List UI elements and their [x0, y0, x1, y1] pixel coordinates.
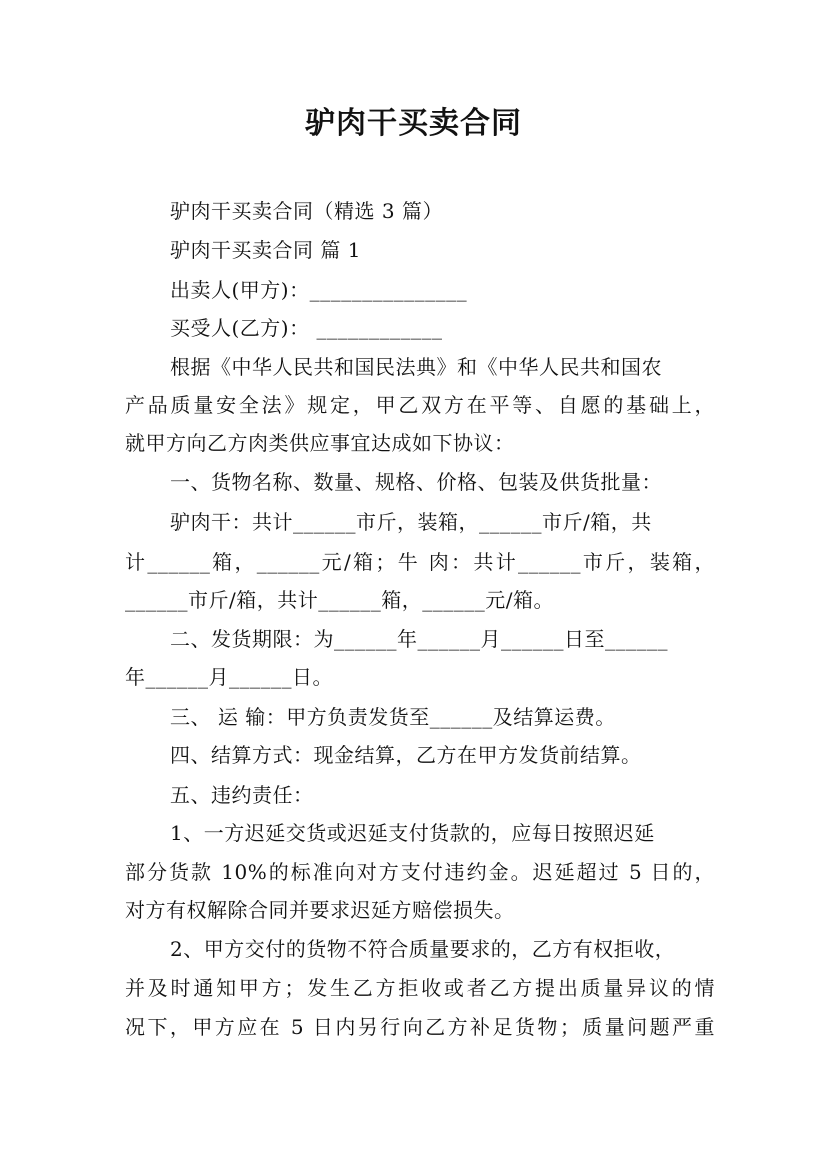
- paragraph-line: 部分货款 10%的标准向对方支付违约金。迟延超过 5 日的，: [125, 860, 715, 884]
- paragraph-line: 2、甲方交付的货物不符合质量要求的，乙方有权拒收，: [170, 937, 676, 961]
- paragraph-line: 1、一方迟延交货或迟延支付货款的，应每日按照迟延: [170, 821, 655, 845]
- paragraph-line: 对方有权解除合同并要求迟延方赔偿损失。: [125, 898, 515, 922]
- paragraph-line: 就甲方向乙方肉类供应事宜达成如下协议：: [125, 431, 515, 455]
- paragraph-line: 产品质量安全法》规定，甲乙双方在平等、自愿的基础上，: [125, 393, 715, 417]
- paragraph-line: 五、违约责任：: [170, 783, 314, 807]
- document-title: 驴肉干买卖合同: [305, 106, 522, 141]
- paragraph-line: 计______箱，______元/箱；牛 肉：共计______市斤，装箱，: [125, 550, 715, 574]
- paragraph-line: 驴肉干买卖合同 篇 1: [170, 238, 361, 262]
- paragraph-line: 三、 运 输：甲方负责发货至______及结算运费。: [170, 705, 616, 729]
- paragraph-line: 年______月______日。: [125, 665, 333, 689]
- paragraph-line: 出卖人(甲方)：_______________: [170, 278, 468, 302]
- paragraph-line: 二、发货期限：为______年______月______日至______: [170, 627, 668, 651]
- paragraph-line: 四、结算方式：现金结算，乙方在甲方发货前结算。: [170, 743, 642, 767]
- paragraph-line: 驴肉干：共计______市斤，装箱，______市斤/箱，共: [170, 510, 652, 534]
- paragraph-line: 买受人(乙方)： ____________: [170, 316, 443, 340]
- paragraph-line: 况下，甲方应在 5 日内另行向乙方补足货物；质量问题严重: [125, 1015, 715, 1039]
- paragraph-line: ______市斤/箱，共计______箱，______元/箱。: [125, 588, 554, 612]
- paragraph-line: 驴肉干买卖合同（精选 3 篇）: [170, 199, 443, 223]
- paragraph-line: 一、货物名称、数量、规格、价格、包装及供货批量：: [170, 470, 662, 494]
- paragraph-line: 并及时通知甲方；发生乙方拒收或者乙方提出质量异议的情: [125, 976, 715, 1000]
- paragraph-line: 根据《中华人民共和国民法典》和《中华人民共和国农: [170, 355, 662, 379]
